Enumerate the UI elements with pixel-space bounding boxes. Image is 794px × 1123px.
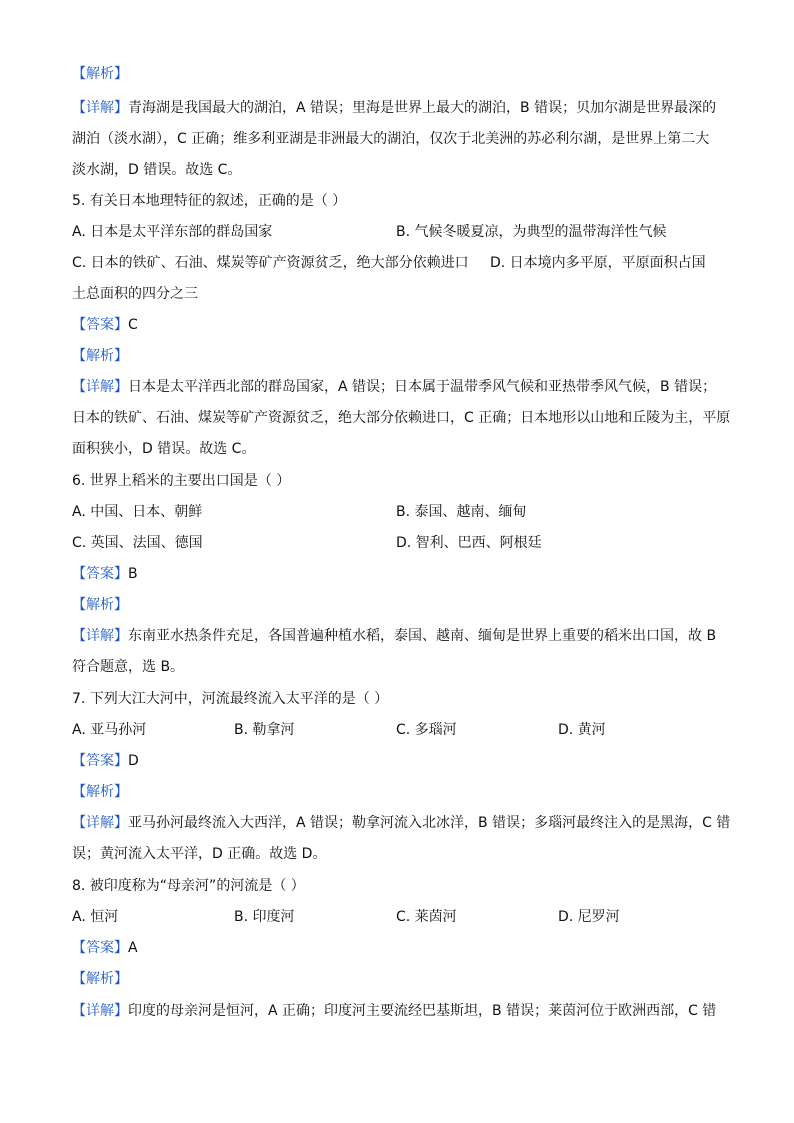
detail-tag: 【详解】: [72, 628, 128, 644]
option-d: D. 尼罗河: [558, 909, 620, 925]
option-a: A. 恒河: [72, 909, 119, 925]
option-b: B. 印度河: [234, 909, 295, 925]
question-stem: 5. 有关日本地理特征的叙述，正确的是（ ）: [72, 193, 347, 209]
analysis-heading: 【解析】: [72, 971, 128, 987]
detail-tag: 【详解】: [72, 379, 128, 395]
answer-value: B: [128, 566, 138, 582]
answer-tag: 【答案】: [72, 566, 128, 582]
option-d-continued: 土总面积的四分之三: [72, 286, 198, 302]
option-c: C. 日本的铁矿、石油、煤炭等矿产资源贫乏，绝大部分依赖进口: [72, 255, 469, 271]
analysis-heading: 【解析】: [72, 66, 128, 82]
option-d: D. 日本境内多平原，平原面积占国: [490, 255, 706, 271]
option-a: A. 亚马孙河: [72, 722, 147, 738]
option-b: B. 勒拿河: [234, 722, 295, 738]
question-stem: 6. 世界上稻米的主要出口国是（ ）: [72, 473, 291, 489]
option-d: D. 黄河: [558, 722, 606, 738]
answer-tag: 【答案】: [72, 317, 128, 333]
analysis-heading: 【解析】: [72, 784, 128, 800]
detail-line: 【详解】日本是太平洋西北部的群岛国家，A 错误；日本属于温带季风气候和亚热带季风气候，B 错误；: [72, 379, 717, 395]
option-a: A. 中国、日本、朝鲜: [72, 504, 203, 520]
detail-line: 日本的铁矿、石油、煤炭等矿产资源贫乏，绝大部分依赖进口，C 正确；日本地形以山地和丘陵为主，平原: [72, 410, 731, 426]
detail-tag: 【详解】: [72, 1003, 128, 1019]
detail-line: 符合题意，选 B。: [72, 659, 185, 675]
answer-line: [72, 564, 138, 584]
detail-tag: 【详解】: [72, 100, 128, 116]
option-c: C. 莱茵河: [396, 909, 457, 925]
detail-line: 【详解】东南亚水热条件充足，各国普遍种植水稻，泰国、越南、缅甸是世界上重要的稻米出口国，故 B: [72, 628, 717, 644]
question-stem: 8. 被印度称为“母亲河”的河流是（ ）: [72, 878, 305, 894]
answer-line: [72, 938, 138, 958]
analysis-heading: 【解析】: [72, 597, 128, 613]
answer-tag: 【答案】: [72, 940, 128, 956]
detail-tag: 【详解】: [72, 815, 128, 831]
question-stem: 7. 下列大江大河中，河流最终流入太平洋的是（ ）: [72, 691, 389, 707]
answer-line: [72, 315, 138, 335]
option-c: C. 英国、法国、德国: [72, 535, 203, 551]
option-a: A. 日本是太平洋东部的群岛国家: [72, 224, 273, 240]
detail-line: 【详解】亚马孙河最终流入大西洋，A 错误；勒拿河流入北冰洋，B 错误；多瑙河最终注入的是黑海，C 错: [72, 815, 731, 831]
option-b: B. 泰国、越南、缅甸: [396, 504, 527, 520]
option-b: B. 气候冬暖夏凉，为典型的温带海洋性气候: [396, 224, 667, 240]
detail-line: 【详解】青海湖是我国最大的湖泊，A 错误；里海是世界上最大的湖泊，B 错误；贝加尔湖是世界最深的: [72, 100, 717, 116]
answer-value: D: [128, 753, 139, 769]
detail-line: 湖泊（淡水湖），C 正确；维多利亚湖是非洲最大的湖泊，仅次于北美洲的苏必利尔湖，是世界上第二大: [72, 131, 710, 147]
detail-line: 面积狭小，D 错误。故选 C。: [72, 441, 256, 457]
option-c: C. 多瑙河: [396, 722, 457, 738]
analysis-heading: 【解析】: [72, 348, 128, 364]
detail-line: 淡水湖，D 错误。故选 C。: [72, 162, 242, 178]
answer-value: C: [128, 317, 138, 333]
detail-line: 误；黄河流入太平洋，D 正确。故选 D。: [72, 846, 327, 862]
detail-line: 【详解】印度的母亲河是恒河，A 正确；印度河主要流经巴基斯坦，B 错误；莱茵河位于欧洲西部，C 错: [72, 1003, 717, 1019]
answer-tag: 【答案】: [72, 753, 128, 769]
answer-value: A: [128, 940, 138, 956]
answer-line: [72, 751, 139, 771]
option-d: D. 智利、巴西、阿根廷: [396, 535, 542, 551]
